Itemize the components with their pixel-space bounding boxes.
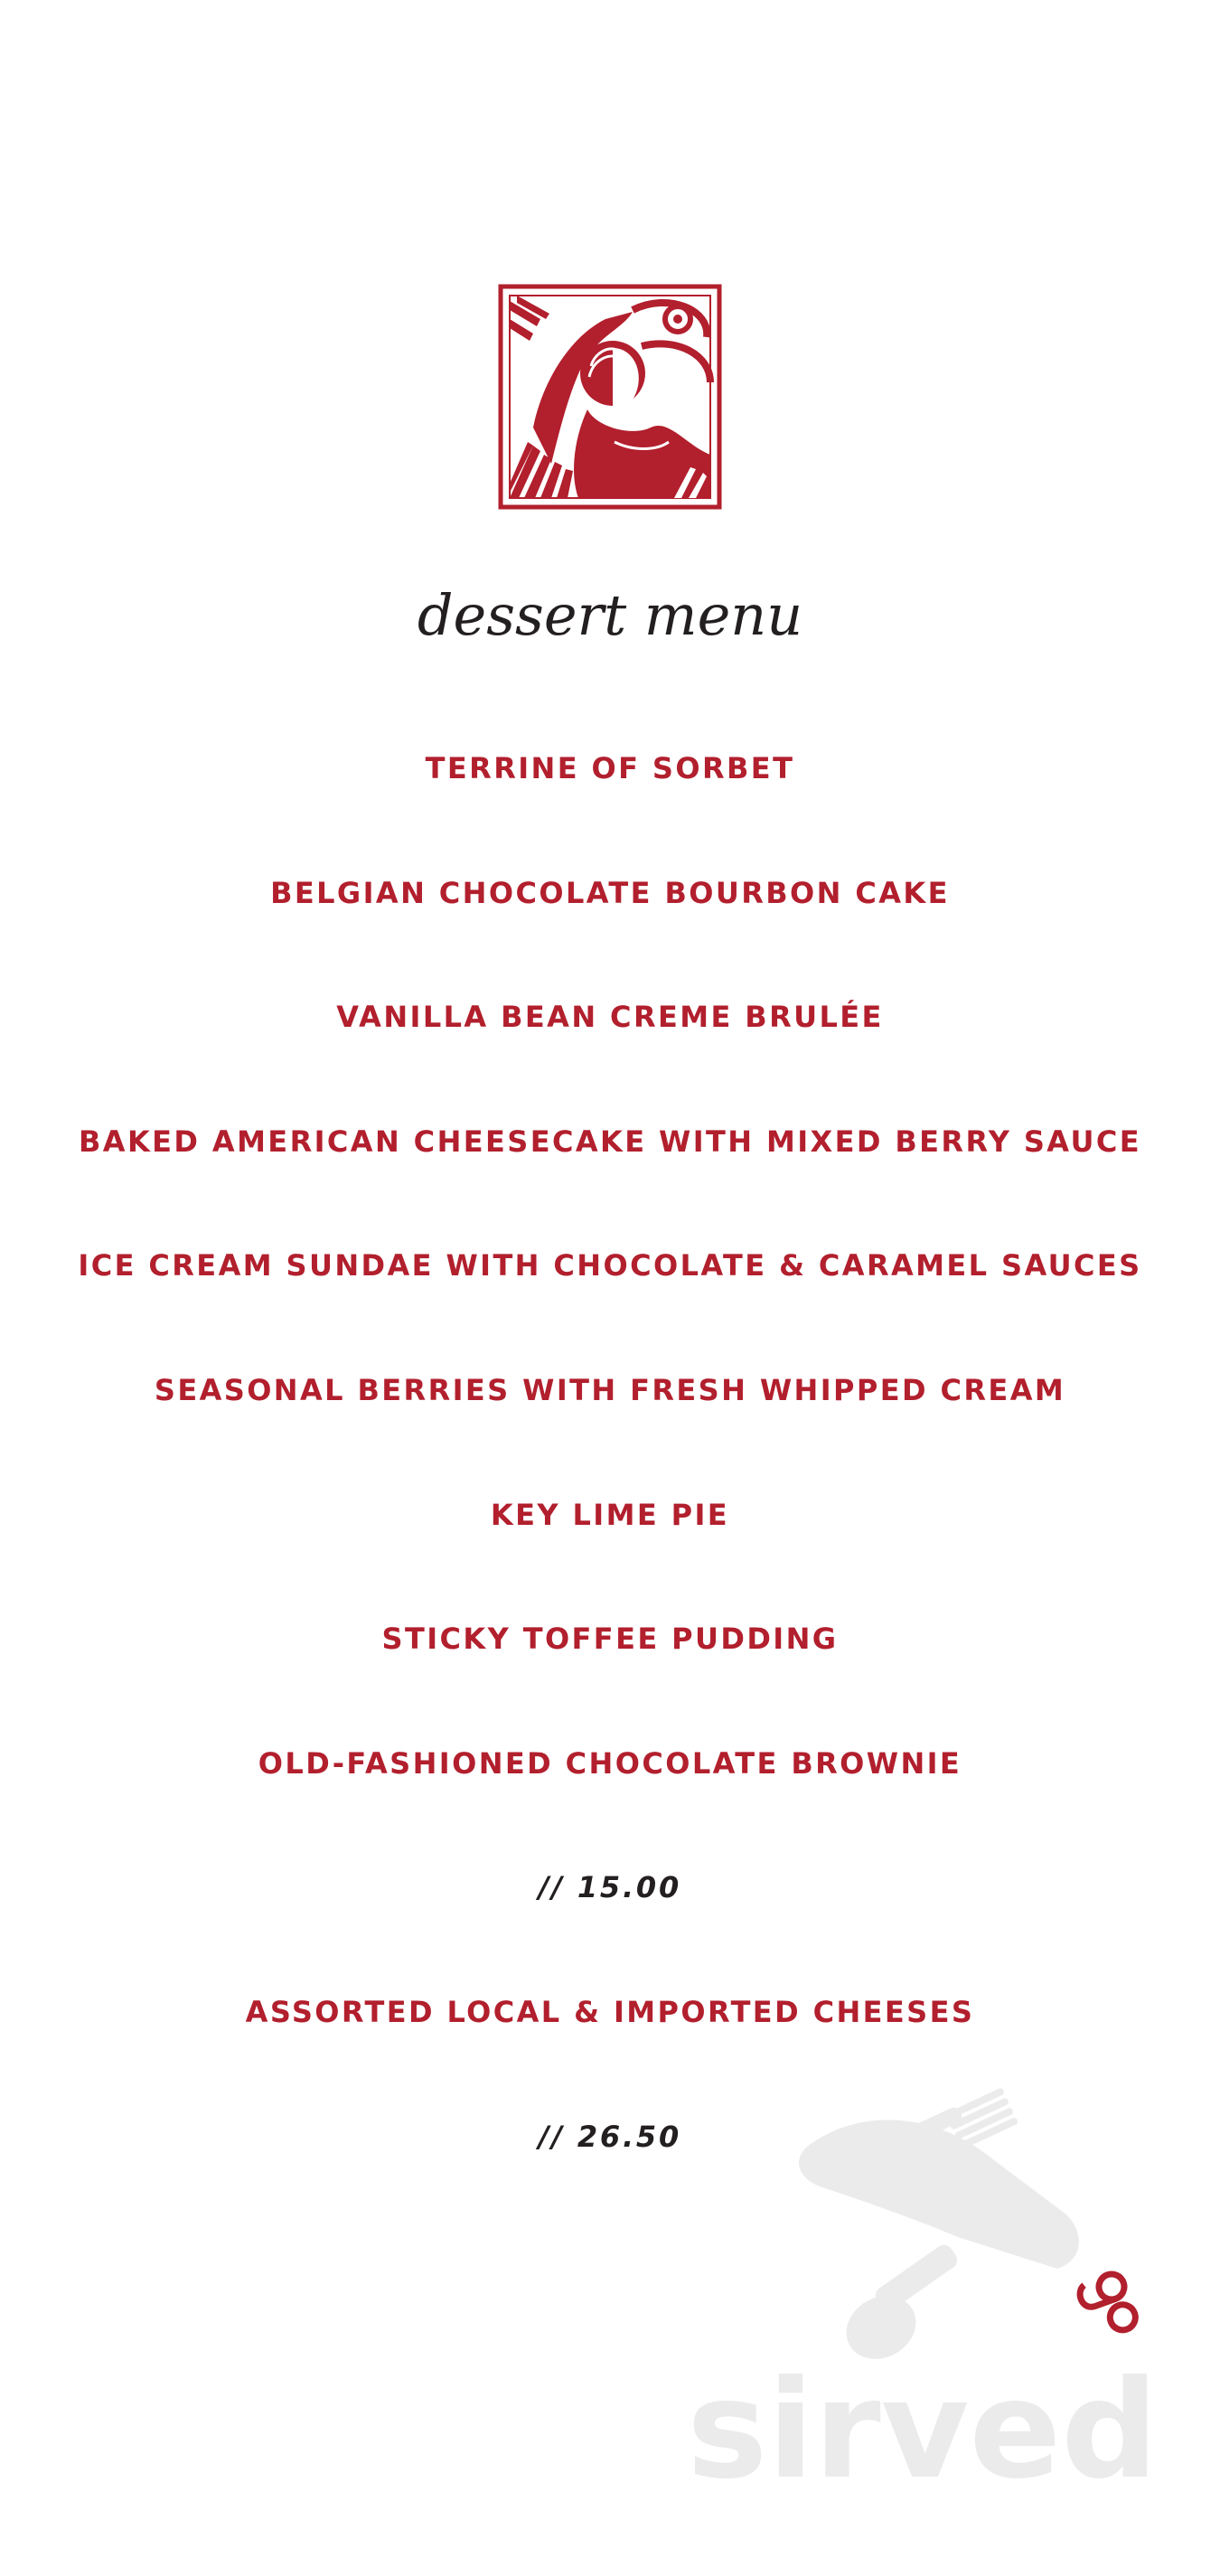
menu-item: ICE CREAM SUNDAE WITH CHOCOLATE & CARAMEL SAUCES	[78, 1248, 1142, 1283]
menu-item: STICKY TOFFEE PUDDING	[381, 1622, 839, 1657]
restaurant-logo-icon	[497, 283, 723, 511]
menu-item: BELGIAN CHOCOLATE BOURBON CAKE	[270, 875, 950, 910]
sirved-watermark	[687, 2079, 1193, 2495]
sirved-fork-spoon-icon	[799, 2087, 1079, 2371]
menu-item: BAKED AMERICAN CHEESECAKE WITH MIXED BERRY SAUCE	[78, 1123, 1142, 1159]
menu-item: TERRINE OF SORBET	[425, 751, 795, 785]
menu-item: KEY LIME PIE	[490, 1497, 730, 1532]
menu-title: dessert menu	[417, 582, 803, 648]
menu-item: VANILLA BEAN CREME BRULÉE	[336, 1000, 884, 1035]
menu-item: OLD-FASHIONED CHOCOLATE BROWNIE	[258, 1745, 962, 1781]
menu-item: SEASONAL BERRIES WITH FRESH WHIPPED CREAM	[154, 1372, 1066, 1407]
menu-price: // 26.50	[538, 2119, 682, 2154]
dessert-menu-list	[0, 741, 1220, 2233]
sirved-watermark-text: sirved	[687, 2352, 1159, 2495]
menu-item: ASSORTED LOCAL & IMPORTED CHEESES	[245, 1994, 975, 2029]
menu-price: // 15.00	[538, 1870, 682, 1905]
